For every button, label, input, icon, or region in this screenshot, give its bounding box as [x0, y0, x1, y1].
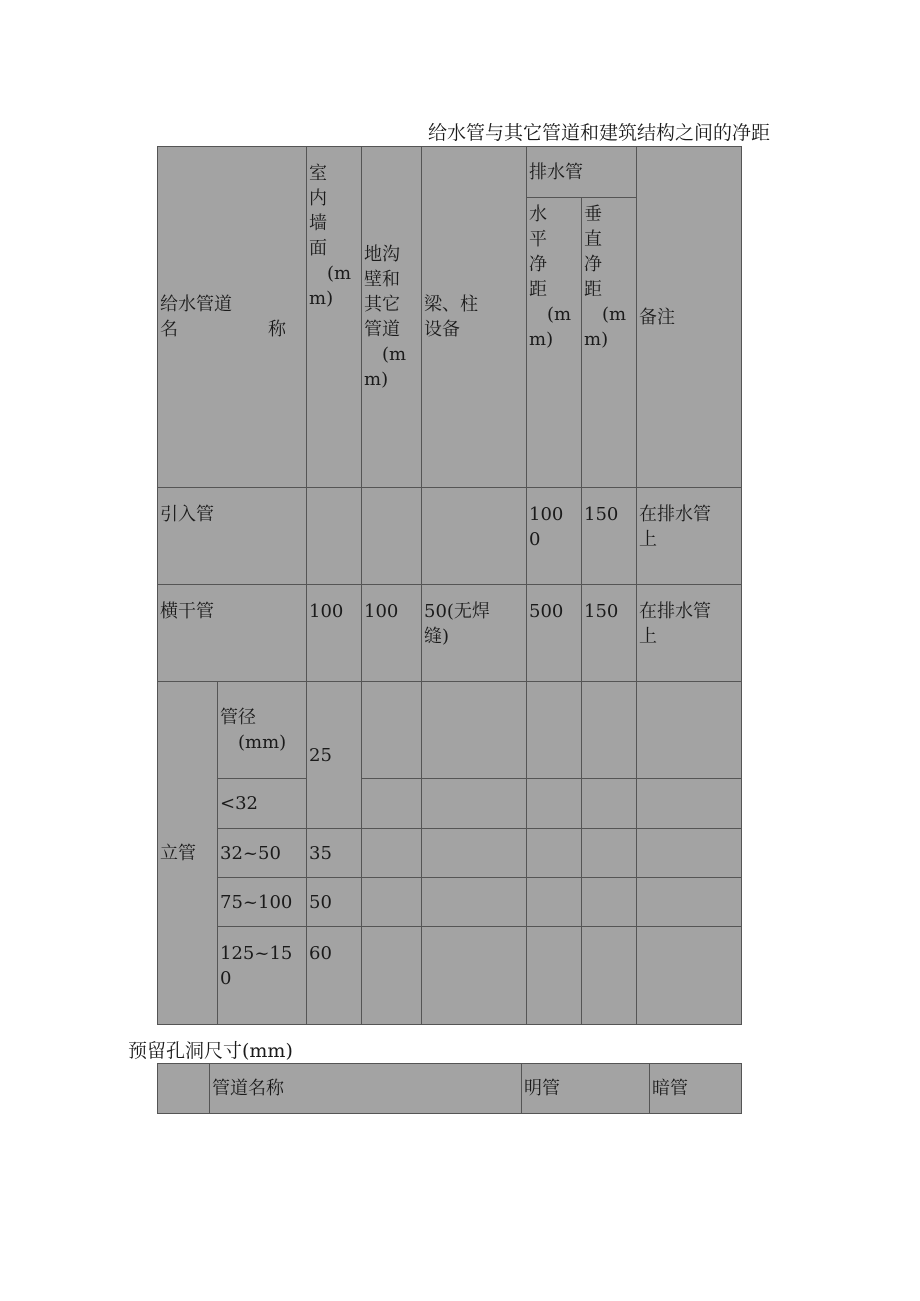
riser-cell: [637, 829, 742, 878]
table-row: [158, 488, 742, 585]
riser-cell: [422, 779, 527, 829]
row-inlet-note: 在排水管 上: [637, 488, 742, 585]
row-main-name: 横干管: [158, 585, 307, 682]
riser-diameter: 125~15 0: [218, 927, 307, 1025]
riser-cell: [362, 829, 422, 878]
riser-cell: [582, 878, 637, 927]
table-row: [158, 682, 742, 779]
riser-cell: [527, 927, 582, 1025]
row-inlet-name: 引入管: [158, 488, 307, 585]
riser-cell: [637, 927, 742, 1025]
row-main-horizontal: 500: [527, 585, 582, 682]
riser-cell: [582, 927, 637, 1025]
riser-cell: [422, 927, 527, 1025]
riser-cell: [527, 829, 582, 878]
row-inlet-wall: [307, 488, 362, 585]
row-main-beam: 50(无焊 缝): [422, 585, 527, 682]
row-inlet-beam: [422, 488, 527, 585]
riser-cell: [422, 829, 527, 878]
holes-header-blank: [158, 1064, 210, 1114]
row-main-vertical: 150: [582, 585, 637, 682]
table-row: [158, 1064, 742, 1114]
riser-cell: [527, 779, 582, 829]
header-drain-pipe: 排水管: [527, 147, 637, 198]
table-row: [158, 927, 742, 1025]
pipe-spacing-table: [157, 146, 742, 1025]
riser-diameter: 32~50: [218, 829, 307, 878]
riser-wall-value: 60: [307, 927, 362, 1025]
riser-diameter-header: 管径 (mm): [218, 682, 307, 779]
header-vertical-distance: 垂 直 净 距 (m m): [582, 198, 637, 488]
reserved-holes-table: [157, 1063, 742, 1114]
riser-cell: [582, 682, 637, 779]
header-horizontal-distance: 水 平 净 距 (m m): [527, 198, 582, 488]
row-main-trench: 100: [362, 585, 422, 682]
row-inlet-horizontal: 100 0: [527, 488, 582, 585]
riser-cell: [422, 682, 527, 779]
table-row: [158, 585, 742, 682]
row-inlet-vertical: 150: [582, 488, 637, 585]
row-main-note: 在排水管 上: [637, 585, 742, 682]
row-inlet-trench: [362, 488, 422, 585]
row-main-wall: 100: [307, 585, 362, 682]
riser-cell: [582, 829, 637, 878]
header-indoor-wall: [307, 147, 362, 488]
header-pipe-name: 给水管道 名 称: [158, 147, 307, 488]
riser-cell: [637, 779, 742, 829]
riser-diameter: 75~100: [218, 878, 307, 927]
riser-cell: [362, 927, 422, 1025]
riser-diameter: <32: [218, 779, 307, 829]
riser-cell: [362, 682, 422, 779]
header-trench-wall: 地沟 壁和 其它 管道 (m m): [362, 147, 422, 488]
header-indoor-wall-text: 室 内 墙 面 (m m): [309, 163, 352, 309]
riser-cell: [637, 878, 742, 927]
spacing-table-title: 给水管与其它管道和建筑结构之间的净距: [427, 122, 770, 144]
riser-cell: [362, 878, 422, 927]
row-riser-name: 立管: [158, 682, 218, 1025]
table-row: [158, 829, 742, 878]
riser-cell: [637, 682, 742, 779]
table-row: [158, 779, 742, 829]
riser-cell: [362, 779, 422, 829]
riser-cell: [527, 682, 582, 779]
holes-header-exposed: 明管: [522, 1064, 650, 1114]
riser-cell: [422, 878, 527, 927]
header-note: 备注: [637, 147, 742, 488]
header-beam-column: 梁、柱 设备: [422, 147, 527, 488]
riser-wall-value: 35: [307, 829, 362, 878]
holes-table-title: 预留孔洞尺寸(mm): [128, 1040, 293, 1062]
holes-header-pipe-name: 管道名称: [210, 1064, 522, 1114]
riser-cell: [582, 779, 637, 829]
holes-header-concealed: 暗管: [650, 1064, 742, 1114]
riser-wall-25: 25: [307, 682, 362, 829]
riser-cell: [527, 878, 582, 927]
riser-wall-value: 50: [307, 878, 362, 927]
table-row: [158, 878, 742, 927]
